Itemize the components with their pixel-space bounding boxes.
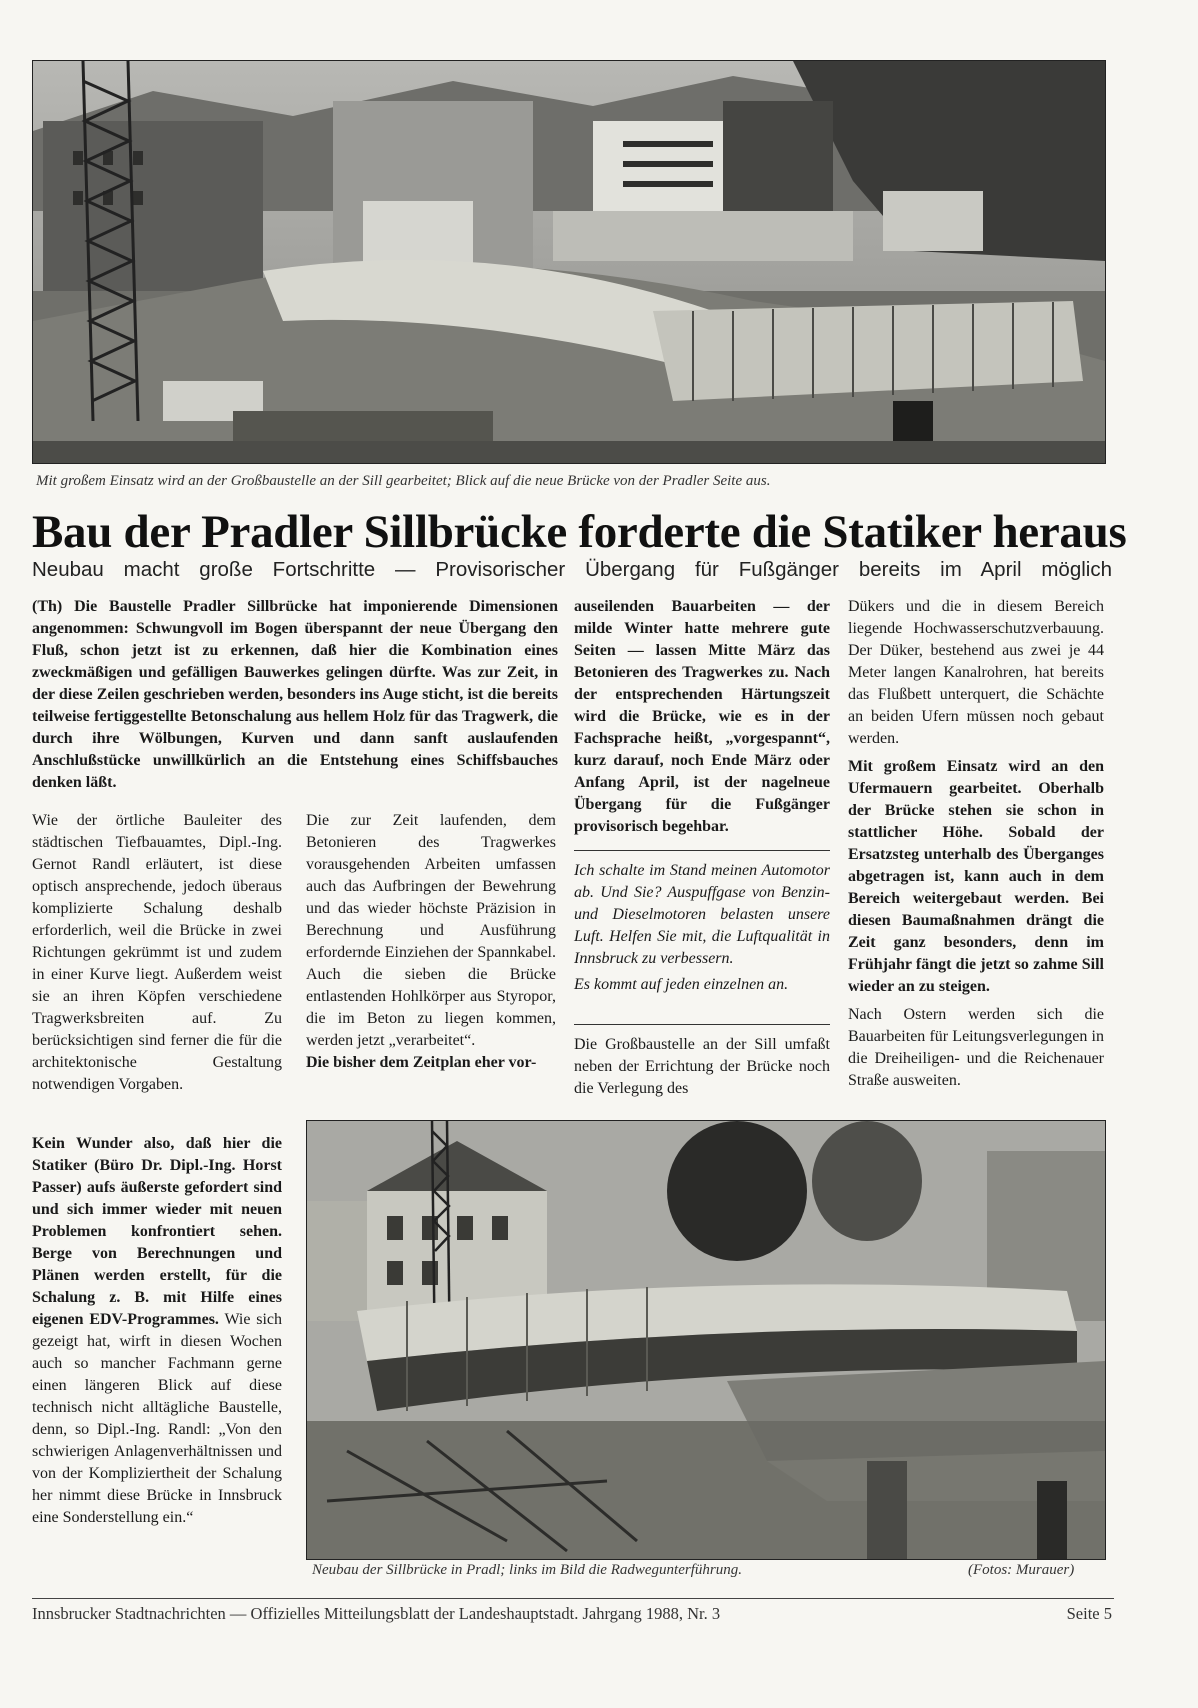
ad-box-top-rule bbox=[574, 850, 830, 851]
article-column-3 bbox=[574, 596, 830, 838]
col4-paragraph-3: Nach Ostern werden sich die Bauarbeiten für Leitungsverlegungen in die Dreiheiligen- und die Reichenauer Straße ausweiten. bbox=[848, 1006, 1104, 1089]
col2-paragraph-2: Die bisher dem Zeitplan eher vor- bbox=[306, 1054, 537, 1071]
environment-notice bbox=[574, 860, 830, 996]
article-intro: (Th) Die Baustelle Pradler Sillbrücke hat imponierende Dimensionen angenommen: Schwungvoll im Bogen überspannt der neue Übergang den Fluß, schon jetzt ist zu erkennen, daß hier die Kombination eines zweckmäßigen und gefälligen Bauwerkes gelingen dürfte. Was zur Zeit, in der diese Zeilen geschrieben werden, besonders ins Auge sticht, ist die bereits teilweise fertiggestellte Betonschalung aus hellem Holz für das Tragwerk, die durch ihre Wölbungen, Kurven und dann sanft auslaufenden Anschlußstücke unwillkürlich an die Entstehung eines Schiffsbauches denken läßt. bbox=[32, 598, 558, 791]
article-column-2 bbox=[306, 810, 556, 1074]
article-column-4 bbox=[848, 596, 1104, 1092]
col3-paragraph-2: Die Großbaustelle an der Sill umfaßt neben der Errichtung der Brücke noch die Verlegung des bbox=[574, 1036, 830, 1097]
top-photo-caption: Mit großem Einsatz wird an der Großbaustelle an der Sill gearbeitet; Blick auf die neue Brücke von der Pradler Seite aus. bbox=[36, 473, 771, 489]
bottom-photo-caption: Neubau der Sillbrücke in Pradl; links im Bild die Radwegunterführung. bbox=[312, 1562, 742, 1578]
col1-paragraph-2 bbox=[32, 1133, 282, 1529]
col1-paragraph-2-rest: Wie sich gezeigt hat, wirft in diesen Wochen auch so mancher Fachmann gerne einen längeren Blick auf diese technisch nicht alltägliche Baustelle, denn, so Dipl.-Ing. Randl: „Von den schwierigen Anlagenverhältnissen und von der Kompliziertheit der Schalung her nimmt diese Brücke in Innsbruck eine Sonderstellung ein.“ bbox=[32, 1311, 283, 1526]
col2-paragraph-1: Die zur Zeit laufenden, dem Betonieren des Tragwerkes vorausgehenden Arbeiten umfassen auch das Aufbringen der Bewehrung und das wieder höchste Präzision in Berechnung und Ausführung erfordernde Einziehen der Spannkabel. Auch die sieben die Brücke entlastenden Hohlkörper aus Styropor, die im Beton zu liegen kommen, werden jetzt „verarbeitet“. bbox=[306, 812, 556, 1049]
col3-paragraph-1: auseilenden Bauarbeiten — der milde Winter hatte mehrere gute Seiten — lassen Mitte März das Betonieren des Tragwerkes zu. Nach der entsprechenden Härtungszeit wird die Brücke, wie es in der Fachsprache heißt, „vorgespannt“, kurz darauf, noch Ende März oder Anfang April, ist der nagelneue Übergang für die Fußgänger provisorisch begehbar. bbox=[574, 598, 830, 835]
article-column-1 bbox=[32, 810, 282, 1096]
page-footer bbox=[32, 1604, 1112, 1624]
col1-paragraph-2-bold: Kein Wunder also, daß hier die Statiker (Büro Dr. Dipl.-Ing. Horst Passer) aufs äußerste gefordert sind und sich immer wieder mit neuen Problemen konfrontiert sehen. Berge von Berechnungen und Plänen werden erstellt, für die Schalung z. B. mit Hilfe eines eigenen EDV-Programmes. bbox=[32, 1135, 282, 1328]
publication-line: Innsbrucker Stadtnachrichten — Offizielles Mitteilungsblatt der Landeshauptstadt. Jahrgang 1988, Nr. 3 bbox=[32, 1604, 721, 1623]
headline: Bau der Pradler Sillbrücke forderte die Statiker heraus bbox=[32, 506, 1127, 558]
bottom-photo bbox=[306, 1120, 1106, 1560]
page-number: Seite 5 bbox=[1066, 1604, 1112, 1623]
col4-paragraph-1: Dükers und die in diesem Bereich liegende Hochwasserschutzverbauung. Der Düker, bestehend aus zwei je 44 Meter langen Kanalrohren, hat bereits das Flußbett unterquert, die Schächte an beiden Ufern müssen noch gebaut werden. bbox=[848, 598, 1104, 747]
footer-rule bbox=[32, 1598, 1114, 1599]
col4-paragraph-2: Mit großem Einsatz wird an den Ufermauern gearbeitet. Oberhalb der Brücke stehen sie schon in stattlicher Höhe. Sobald der Ersatzsteg unterhalb des Überganges abgetragen ist, kann auch in dem Bereich weitergebaut werden. Bei diesen Baumaßnahmen drängt die Zeit ganz besonders, denn im Frühjahr fängt die jetzt so zahme Sill wieder an zu steigen. bbox=[848, 758, 1104, 995]
photo-credit: (Fotos: Murauer) bbox=[968, 1562, 1075, 1578]
article-column-1-lower bbox=[32, 1133, 282, 1529]
top-photo bbox=[32, 60, 1106, 464]
environment-notice-tagline: Es kommt auf jeden einzelnen an. bbox=[574, 976, 789, 993]
col1-paragraph-1: Wie der örtliche Bauleiter des städtischen Tiefbauamtes, Dipl.-Ing. Gernot Randl erläutert, ist diese optisch ansprechende, jedoch überaus komplizierte Schalung deshalb erforderlich, weil die Brücke in zwei Richtungen gekrümmt ist und zudem in einer Kurve liegt. Außerdem weist sie an ihren Köpfen verschiedene Tragwerksbreiten auf. Zu berücksichtigen sind ferner die für die architektonische Gestaltung notwendigen Vorgaben. bbox=[32, 812, 282, 1093]
article-column-3-lower bbox=[574, 1034, 830, 1100]
ad-box-bottom-rule bbox=[574, 1024, 830, 1025]
subheadline: Neubau macht große Fortschritte — Provisorischer Übergang für Fußgänger bereits im April möglich bbox=[32, 558, 1112, 581]
environment-notice-text: Ich schalte im Stand meinen Automotor ab. Und Sie? Auspuffgase von Benzin- und Dieselmotoren belasten unsere Luft. Helfen Sie mit, die Luftqualität in Innsbruck zu verbessern. bbox=[574, 862, 830, 967]
